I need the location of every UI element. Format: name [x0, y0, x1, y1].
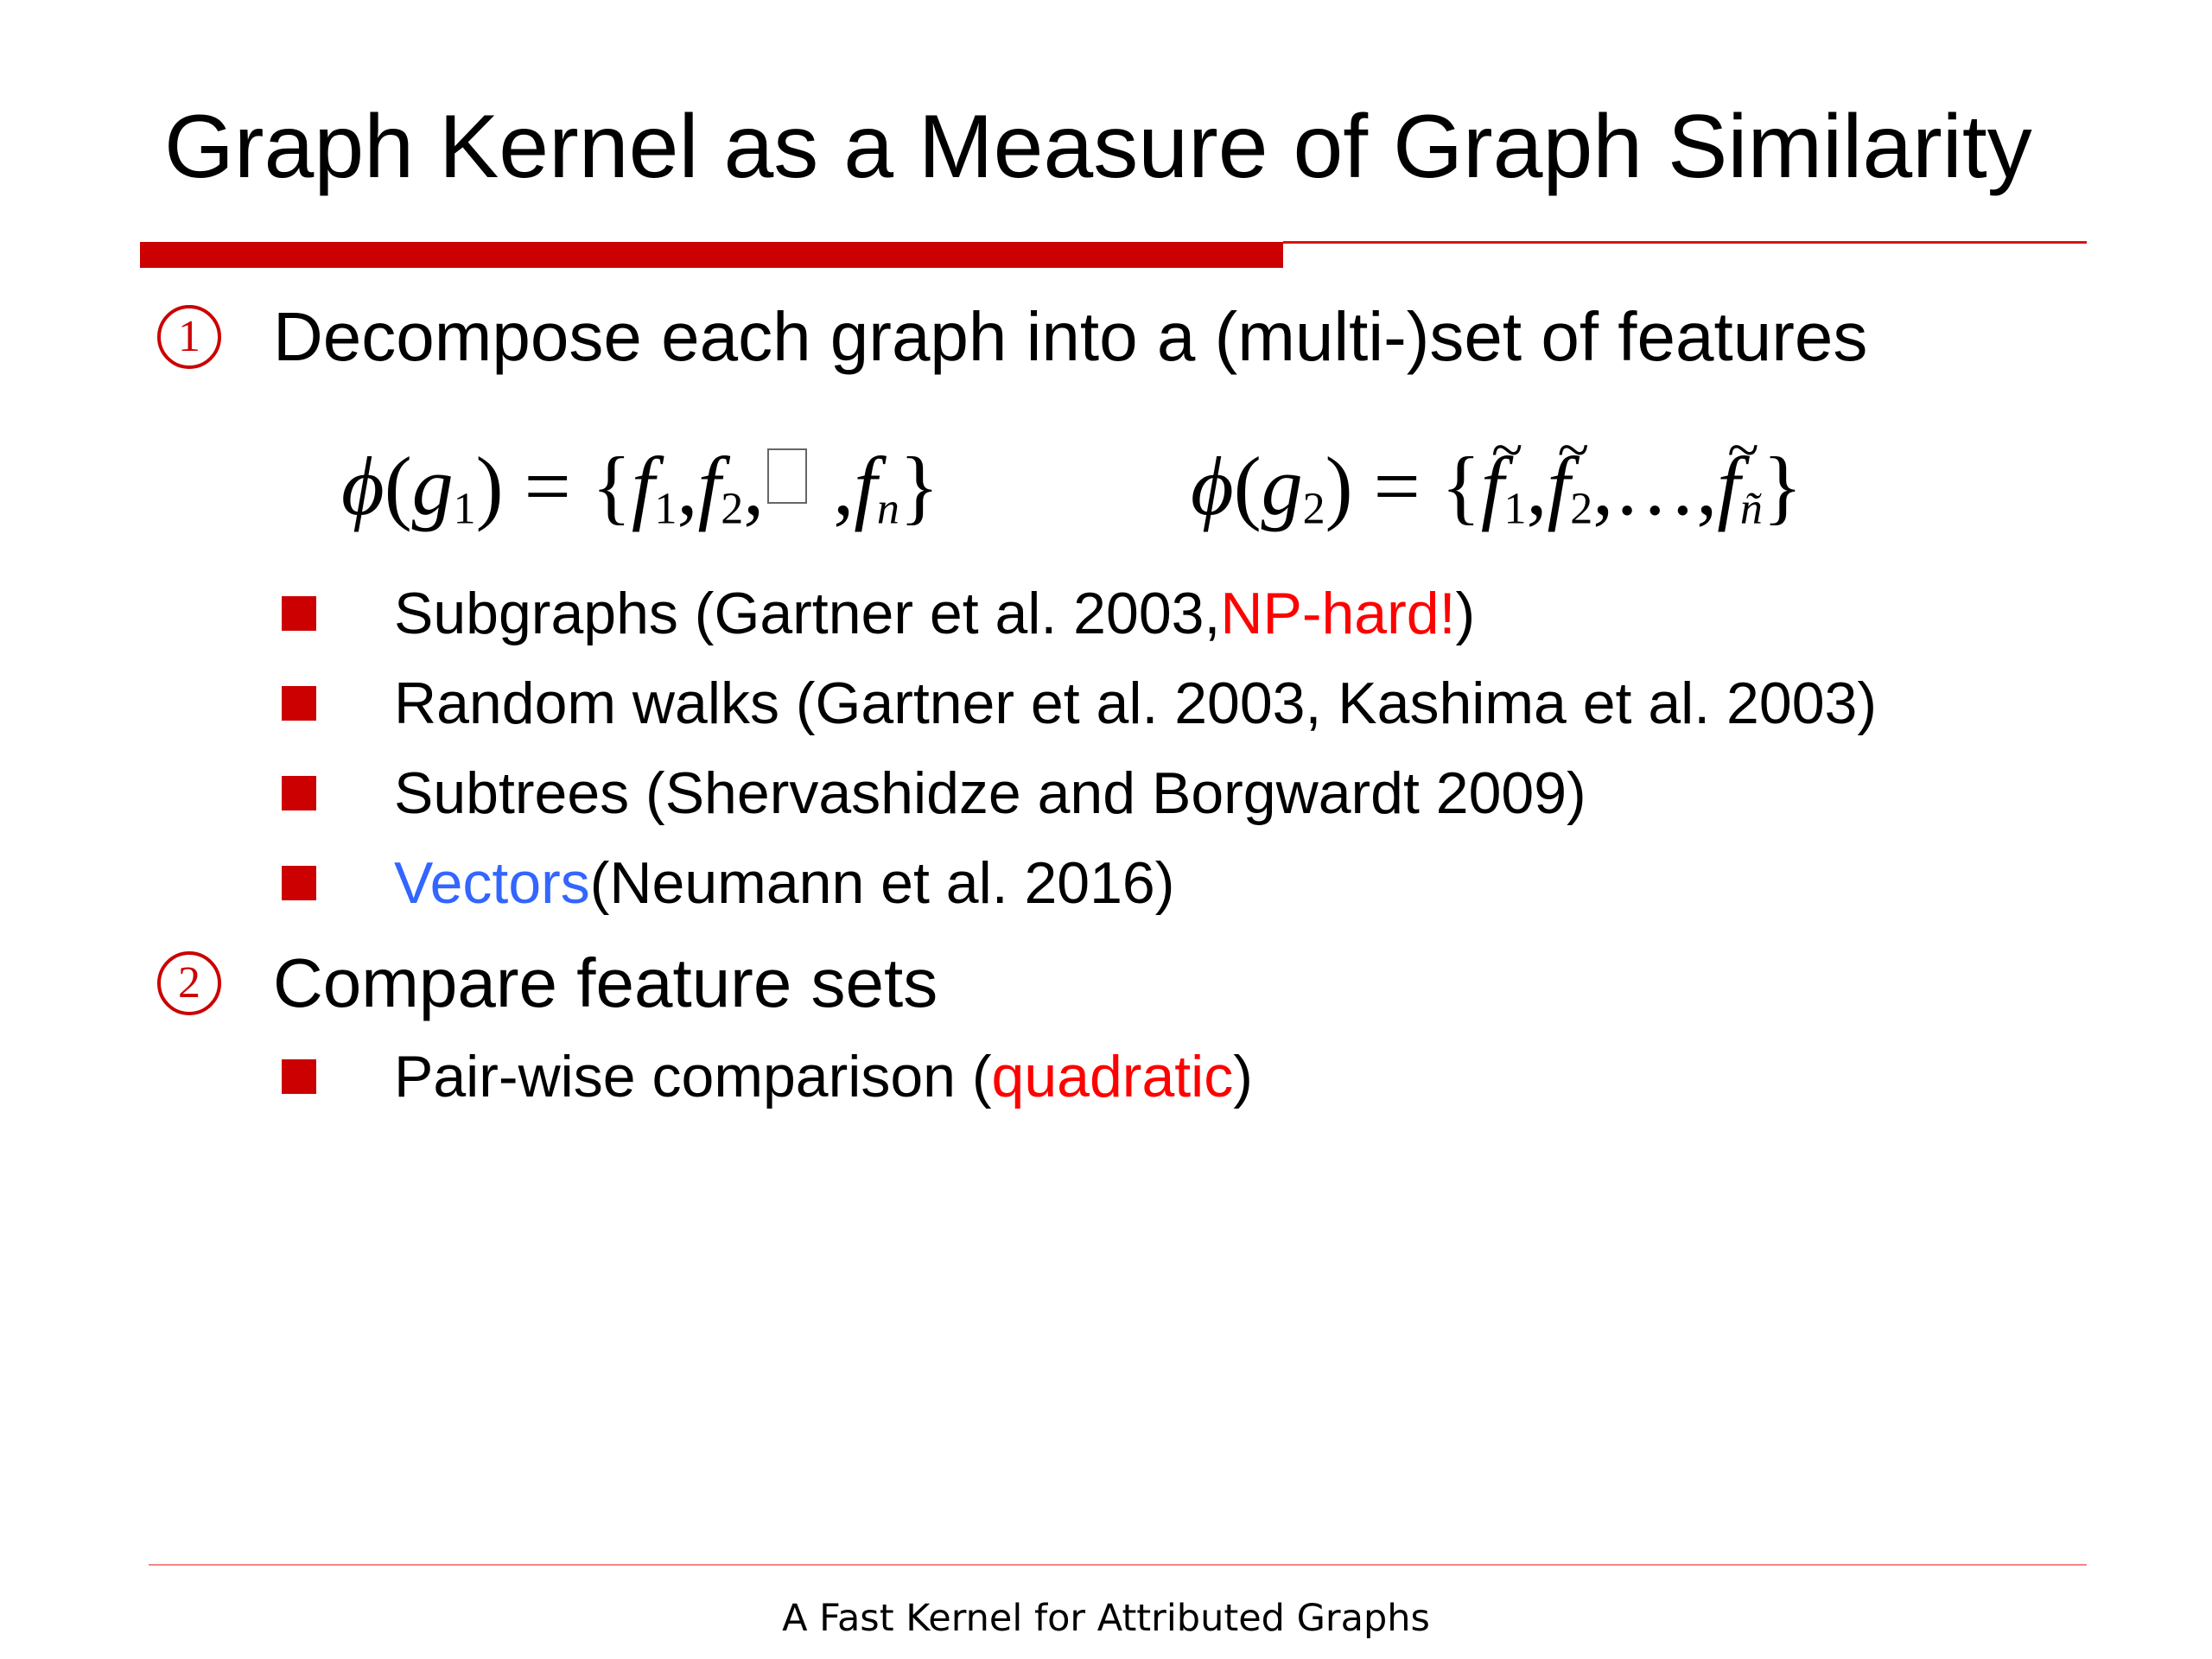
bullet-subtrees: Subtrees (Shervashidze and Borgwardt 2009): [282, 764, 1586, 823]
missing-glyph-icon: [767, 448, 807, 504]
square-bullet-icon: [282, 1059, 316, 1094]
circled-number-2-icon: 2: [157, 951, 221, 1015]
bullet-vectors: Vectors (Neumann et al. 2016): [282, 854, 1174, 912]
bullet-random-walks: Random walks (Gartner et al. 2003, Kashima et al. 2003): [282, 674, 1877, 733]
footer-text: A Fast Kernel for Attributed Graphs: [782, 1597, 1430, 1640]
footer-divider: [149, 1564, 2087, 1566]
title-underline-thick: [140, 242, 1283, 268]
step-2-text: Compare feature sets: [273, 944, 938, 1021]
bullet-subgraphs: Subgraphs (Gartner et al. 2003, NP-hard! ): [282, 584, 1475, 643]
circled-number-1-icon: 1: [157, 305, 221, 369]
square-bullet-icon: [282, 776, 316, 810]
phi-symbol: ϕ: [341, 440, 385, 532]
formula-g1: $\phi(g_1) = \{f_1,f_2$, $,f_n$}: [341, 440, 939, 534]
square-bullet-icon: [282, 866, 316, 900]
title-underline-thin: [1283, 241, 2087, 244]
bullet-pairwise: Pair-wise comparison ( quadratic ): [282, 1047, 1253, 1106]
step-2: [157, 944, 938, 1021]
step-1-text: Decompose each graph into a (multi-)set of features: [273, 298, 1868, 375]
np-hard-highlight: NP-hard!: [1220, 581, 1456, 646]
square-bullet-icon: [282, 686, 316, 721]
slide-title: Graph Kernel as a Measure of Graph Similarity: [164, 97, 2032, 197]
step-1: [157, 298, 1868, 375]
vectors-highlight: Vectors: [394, 850, 590, 916]
formula-g2: $\phi(g_2)$ = {~ $f_1,\sim$ $f_2,\dots,\sim$ $f_ñ$}: [1191, 445, 1802, 531]
phi-symbol: ϕ: [1191, 440, 1234, 532]
quadratic-highlight: quadratic: [991, 1044, 1234, 1109]
square-bullet-icon: [282, 596, 316, 631]
